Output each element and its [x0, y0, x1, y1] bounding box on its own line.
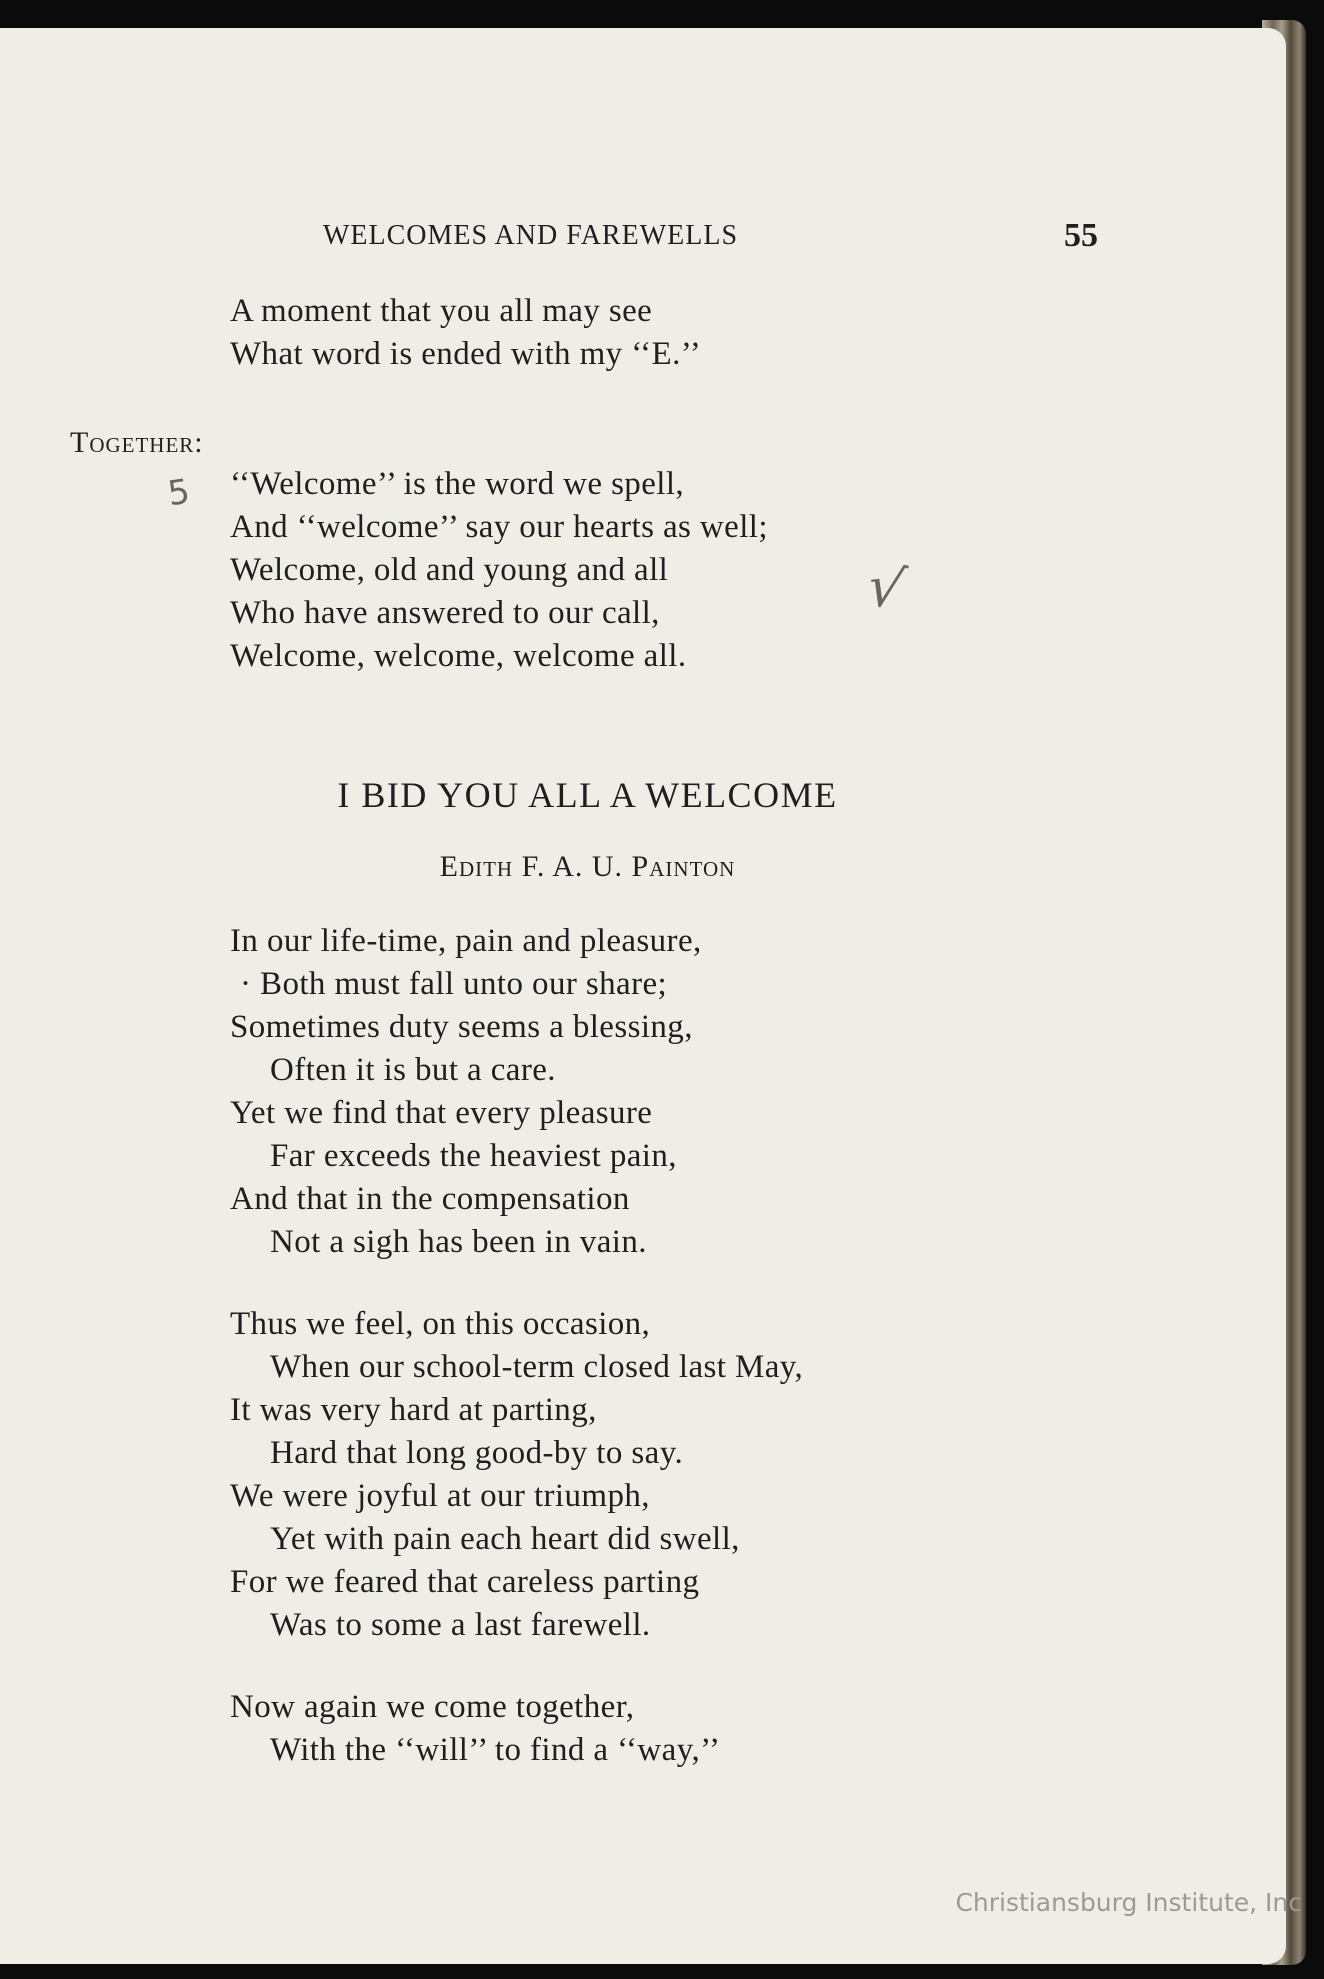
together-line: Welcome, old and young and all — [230, 552, 669, 588]
book-page — [0, 28, 1286, 1964]
poem-line: Now again we come together, — [230, 1689, 635, 1725]
running-head: WELCOMES AND FAREWELLS — [323, 220, 739, 251]
poem-line: Sometimes duty seems a blessing, — [230, 1009, 693, 1045]
intro-line: What word is ended with my ‘‘E.’’ — [230, 336, 702, 372]
page-number: 55 — [1064, 217, 1098, 254]
poem-line: Yet we find that every pleasure — [230, 1095, 653, 1131]
together-line: Who have answered to our call, — [230, 595, 660, 631]
poem-line: It was very hard at parting, — [230, 1392, 597, 1428]
poem-line: Far exceeds the heaviest pain, — [270, 1138, 677, 1174]
poem-line: Not a sigh has been in vain. — [270, 1224, 647, 1260]
poem-line: With the ‘‘will’’ to find a ‘‘way,’’ — [270, 1732, 721, 1768]
poem-line: We were joyful at our triumph, — [230, 1478, 650, 1514]
together-line: And ‘‘welcome’’ say our hearts as well; — [230, 509, 768, 545]
together-line: ‘‘Welcome’’ is the word we spell, — [230, 466, 685, 502]
poem-author: Edith F. A. U. Painton — [439, 850, 736, 883]
poem-title: I BID YOU ALL A WELCOME — [337, 775, 838, 815]
poem-line: And that in the compensation — [230, 1181, 630, 1217]
poem-line: Thus we feel, on this occasion, — [230, 1306, 651, 1342]
poem-line: When our school-term closed last May, — [270, 1349, 804, 1385]
poem-line: Yet with pain each heart did swell, — [270, 1521, 740, 1557]
watermark: Christiansburg Institute, Inc — [955, 1888, 1302, 1917]
poem-line: In our life-time, pain and pleasure, — [230, 923, 702, 959]
margin-number-annotation: 5 — [165, 471, 193, 515]
check-mark-annotation: √ — [861, 553, 911, 624]
intro-line: A moment that you all may see — [230, 293, 653, 329]
poem-line: Was to some a last farewell. — [270, 1607, 651, 1643]
page-header — [0, 217, 1286, 254]
poem-line: Hard that long good-by to say. — [270, 1435, 684, 1471]
poem-line: For we feared that careless parting — [230, 1564, 700, 1600]
speaker-label: Together: — [70, 426, 204, 459]
poem-line: Often it is but a care. — [270, 1052, 556, 1088]
poem-line: · Both must fall unto our share; — [240, 966, 668, 1002]
together-line: Welcome, welcome, welcome all. — [230, 638, 687, 674]
